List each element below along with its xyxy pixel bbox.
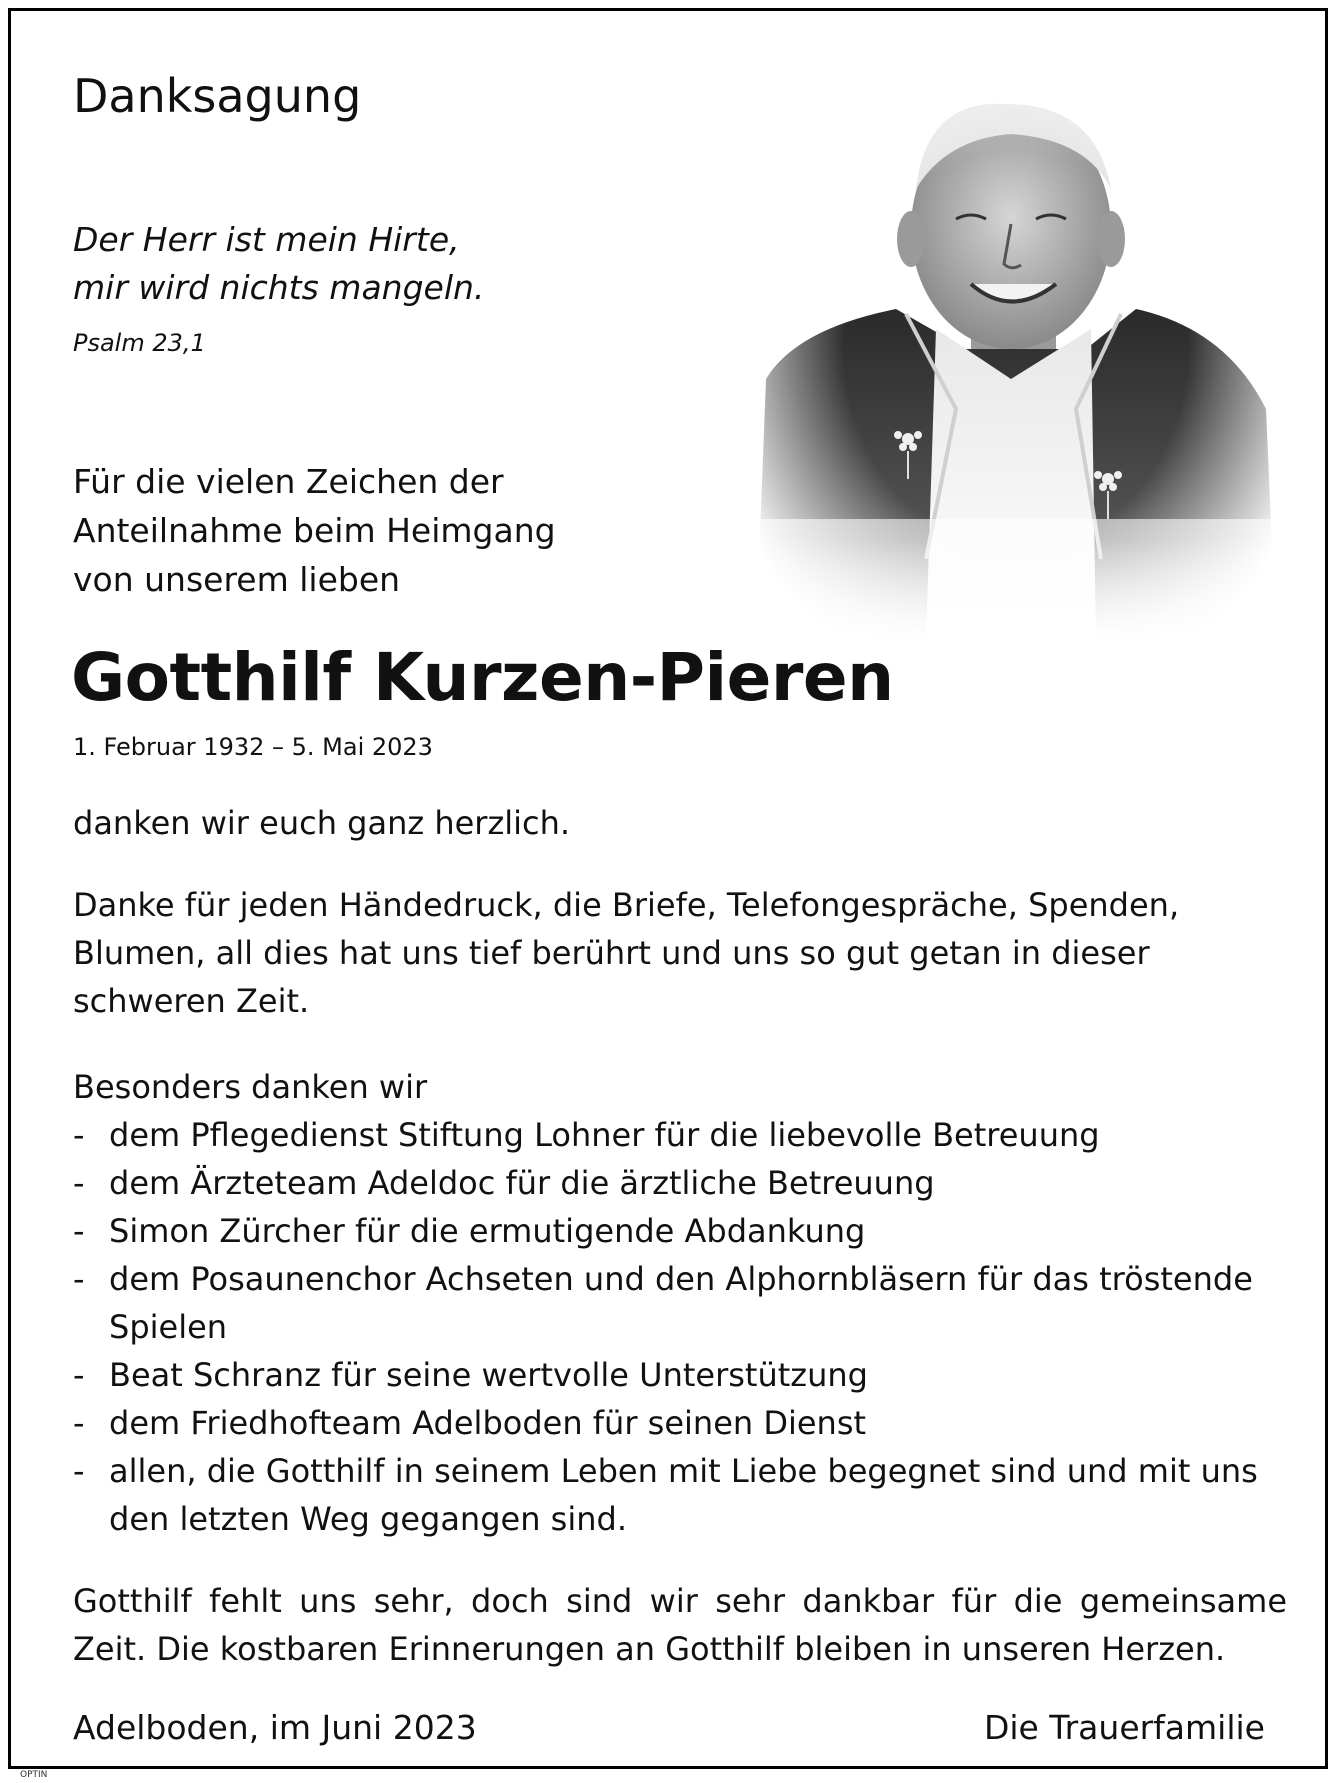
list-item-text: dem Ärzteteam Adeldoc für die ärztliche Betreuung <box>109 1164 935 1202</box>
place-date: Adelboden, im Juni 2023 <box>73 1708 477 1747</box>
list-item-text: Beat Schranz für seine wertvolle Unterstützung <box>109 1356 868 1394</box>
list-item-text: dem Pflegedienst Stiftung Lohner für die liebevolle Betreuung <box>109 1116 1100 1154</box>
list-item <box>73 1111 1293 1159</box>
list-item <box>73 1255 1293 1351</box>
list-item <box>73 1207 1293 1255</box>
special-thanks-list <box>73 1111 1293 1543</box>
list-item-text: Simon Zürcher für die ermutigende Abdankung <box>109 1212 866 1250</box>
verse-line-1: Der Herr ist mein Hirte, <box>73 220 460 259</box>
bullet-dash: - <box>73 1452 85 1490</box>
notice-heading: Danksagung <box>73 69 362 123</box>
imprint-label: OPTIN <box>20 1770 48 1780</box>
closing-paragraph: Gotthilf fehlt uns sehr, doch sind wir sehr dankbar für die gemeinsame Zeit. Die kostbaren Erinnerungen an Gotthilf bleiben in unseren Herzen. <box>73 1582 1287 1668</box>
deceased-name: Gotthilf Kurzen-Pieren <box>71 639 894 716</box>
verse-line-2: mir wird nichts mangeln. <box>73 268 485 307</box>
intro-text <box>73 457 556 604</box>
notice-frame <box>8 8 1328 1769</box>
intro-line-1: Für die vielen Zeichen der <box>73 462 504 501</box>
bullet-dash: - <box>73 1116 85 1154</box>
verse-reference: Psalm 23,1 <box>73 329 206 357</box>
list-item <box>73 1399 1293 1447</box>
list-item <box>73 1159 1293 1207</box>
bullet-dash: - <box>73 1404 85 1442</box>
thanks-line: danken wir euch ganz herzlich. <box>73 804 571 842</box>
bullet-dash: - <box>73 1164 85 1202</box>
bullet-dash: - <box>73 1260 85 1298</box>
portrait-photo-icon <box>756 79 1276 679</box>
list-item <box>73 1447 1293 1543</box>
intro-line-3: von unserem lieben <box>73 560 401 599</box>
special-thanks-intro: Besonders danken wir <box>73 1068 428 1106</box>
list-item-text: dem Friedhofteam Adelboden für seinen Dienst <box>109 1404 867 1442</box>
list-item <box>73 1351 1293 1399</box>
signature: Die Trauerfamilie <box>983 1708 1265 1747</box>
intro-line-2: Anteilnahme beim Heimgang <box>73 511 556 550</box>
bullet-dash: - <box>73 1356 85 1394</box>
thanks-paragraph: Danke für jeden Händedruck, die Briefe, Telefongespräche, Spenden, Blumen, all dies hat uns tief berührt und uns so gut getan in dieser schweren Zeit. <box>73 886 1180 1020</box>
life-dates: 1. Februar 1932 – 5. Mai 2023 <box>73 733 433 761</box>
bible-verse <box>73 216 484 312</box>
list-item-text: dem Posaunenchor Achseten und den Alphornbläsern für das tröstende Spielen <box>109 1260 1253 1346</box>
list-item-text: allen, die Gotthilf in seinem Leben mit Liebe begegnet sind und mit uns den letzten Weg gegangen sind. <box>109 1452 1258 1538</box>
bullet-dash: - <box>73 1212 85 1250</box>
